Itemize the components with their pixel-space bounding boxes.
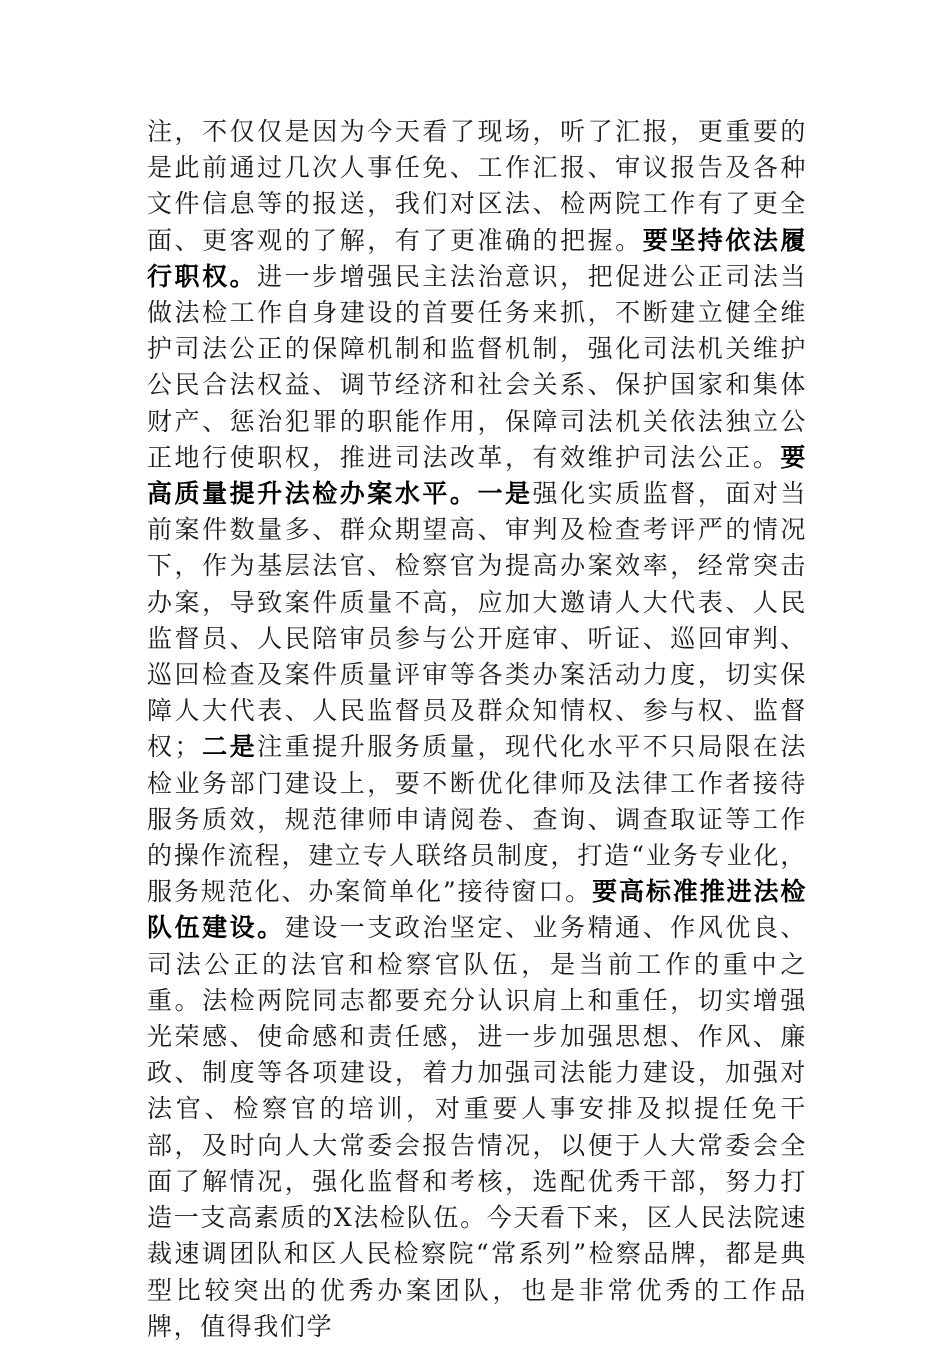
body-paragraph (147, 114, 807, 1345)
bold-heading-segment: 要坚持依法履行职权。 (147, 225, 807, 291)
text-segment: 注重提升服务质量，现代化水平不只局限在法检业务部门建设上，要不断优化律师及法律工作者接待服务质效，规范律师申请阅卷、查询、调查取证等工作的操作流程，建立专人联络员制度，打造“业务专业化，服务规范化、办案简单化”接待窗口。 (147, 732, 807, 907)
bold-heading-segment: 要高质量提升法检办案水平。一是 (147, 442, 807, 509)
text-segment: 注，不仅仅是因为今天看了现场，听了汇报，更重要的是此前通过几次人事任免、工作汇报、审议报告及各种文件信息等的报送，我们对区法、检两院工作有了更全面、更客观的了解，有了更准确的把握。 (147, 117, 807, 255)
text-segment: 强化实质监督，面对当前案件数量多、群众期望高、审判及检查考评严的情况下，作为基层法官、检察官为提高办案效率，经常突击办案，导致案件质量不高，应加大邀请人大代表、人民监督员、人民陪审员参与公开庭审、听证、巡回审判、巡回检查及案件质量评审等各类办案活动力度，切实保障人大代表、人民监督员及群众知情权、参与权、监督权； (147, 479, 807, 762)
bold-heading-segment: 二是 (201, 732, 258, 762)
bold-heading-segment: 要高标准推进法检队伍建设。 (147, 877, 807, 943)
text-segment: 进一步增强民主法治意识，把促进公正司法当做法检工作自身建设的首要任务来抓，不断建立健全维护司法公正的保障机制和监督机制，强化司法机关维护公民合法权益、调节经济和社会关系、保护国家和集体财产、惩治犯罪的职能作用，保障司法机关依法独立公正地行使职权，推进司法改革，有效维护司法公正。 (147, 261, 807, 472)
text-segment: 建设一支政治坚定、业务精通、作风优良、司法公正的法官和检察官队伍，是当前工作的重中之重。法检两院同志都要充分认识肩上和重任，切实增强光荣感、使命感和责任感，进一步加强思想、作风、廉政、制度等各项建设，着力加强司法能力建设，加强对法官、检察官的培训，对重要人事安排及拟提任免干部，及时向人大常委会报告情况，以便于人大常委会全面了解情况，强化监督和考核，选配优秀干部，努力打造一支高素质的X法检队伍。今天看下来，区人民法院速裁速调团队和区人民检察院“常系列”检察品牌，都是典型比较突出的优秀办案团队，也是非常优秀的工作品牌，值得我们学 (147, 913, 807, 1341)
